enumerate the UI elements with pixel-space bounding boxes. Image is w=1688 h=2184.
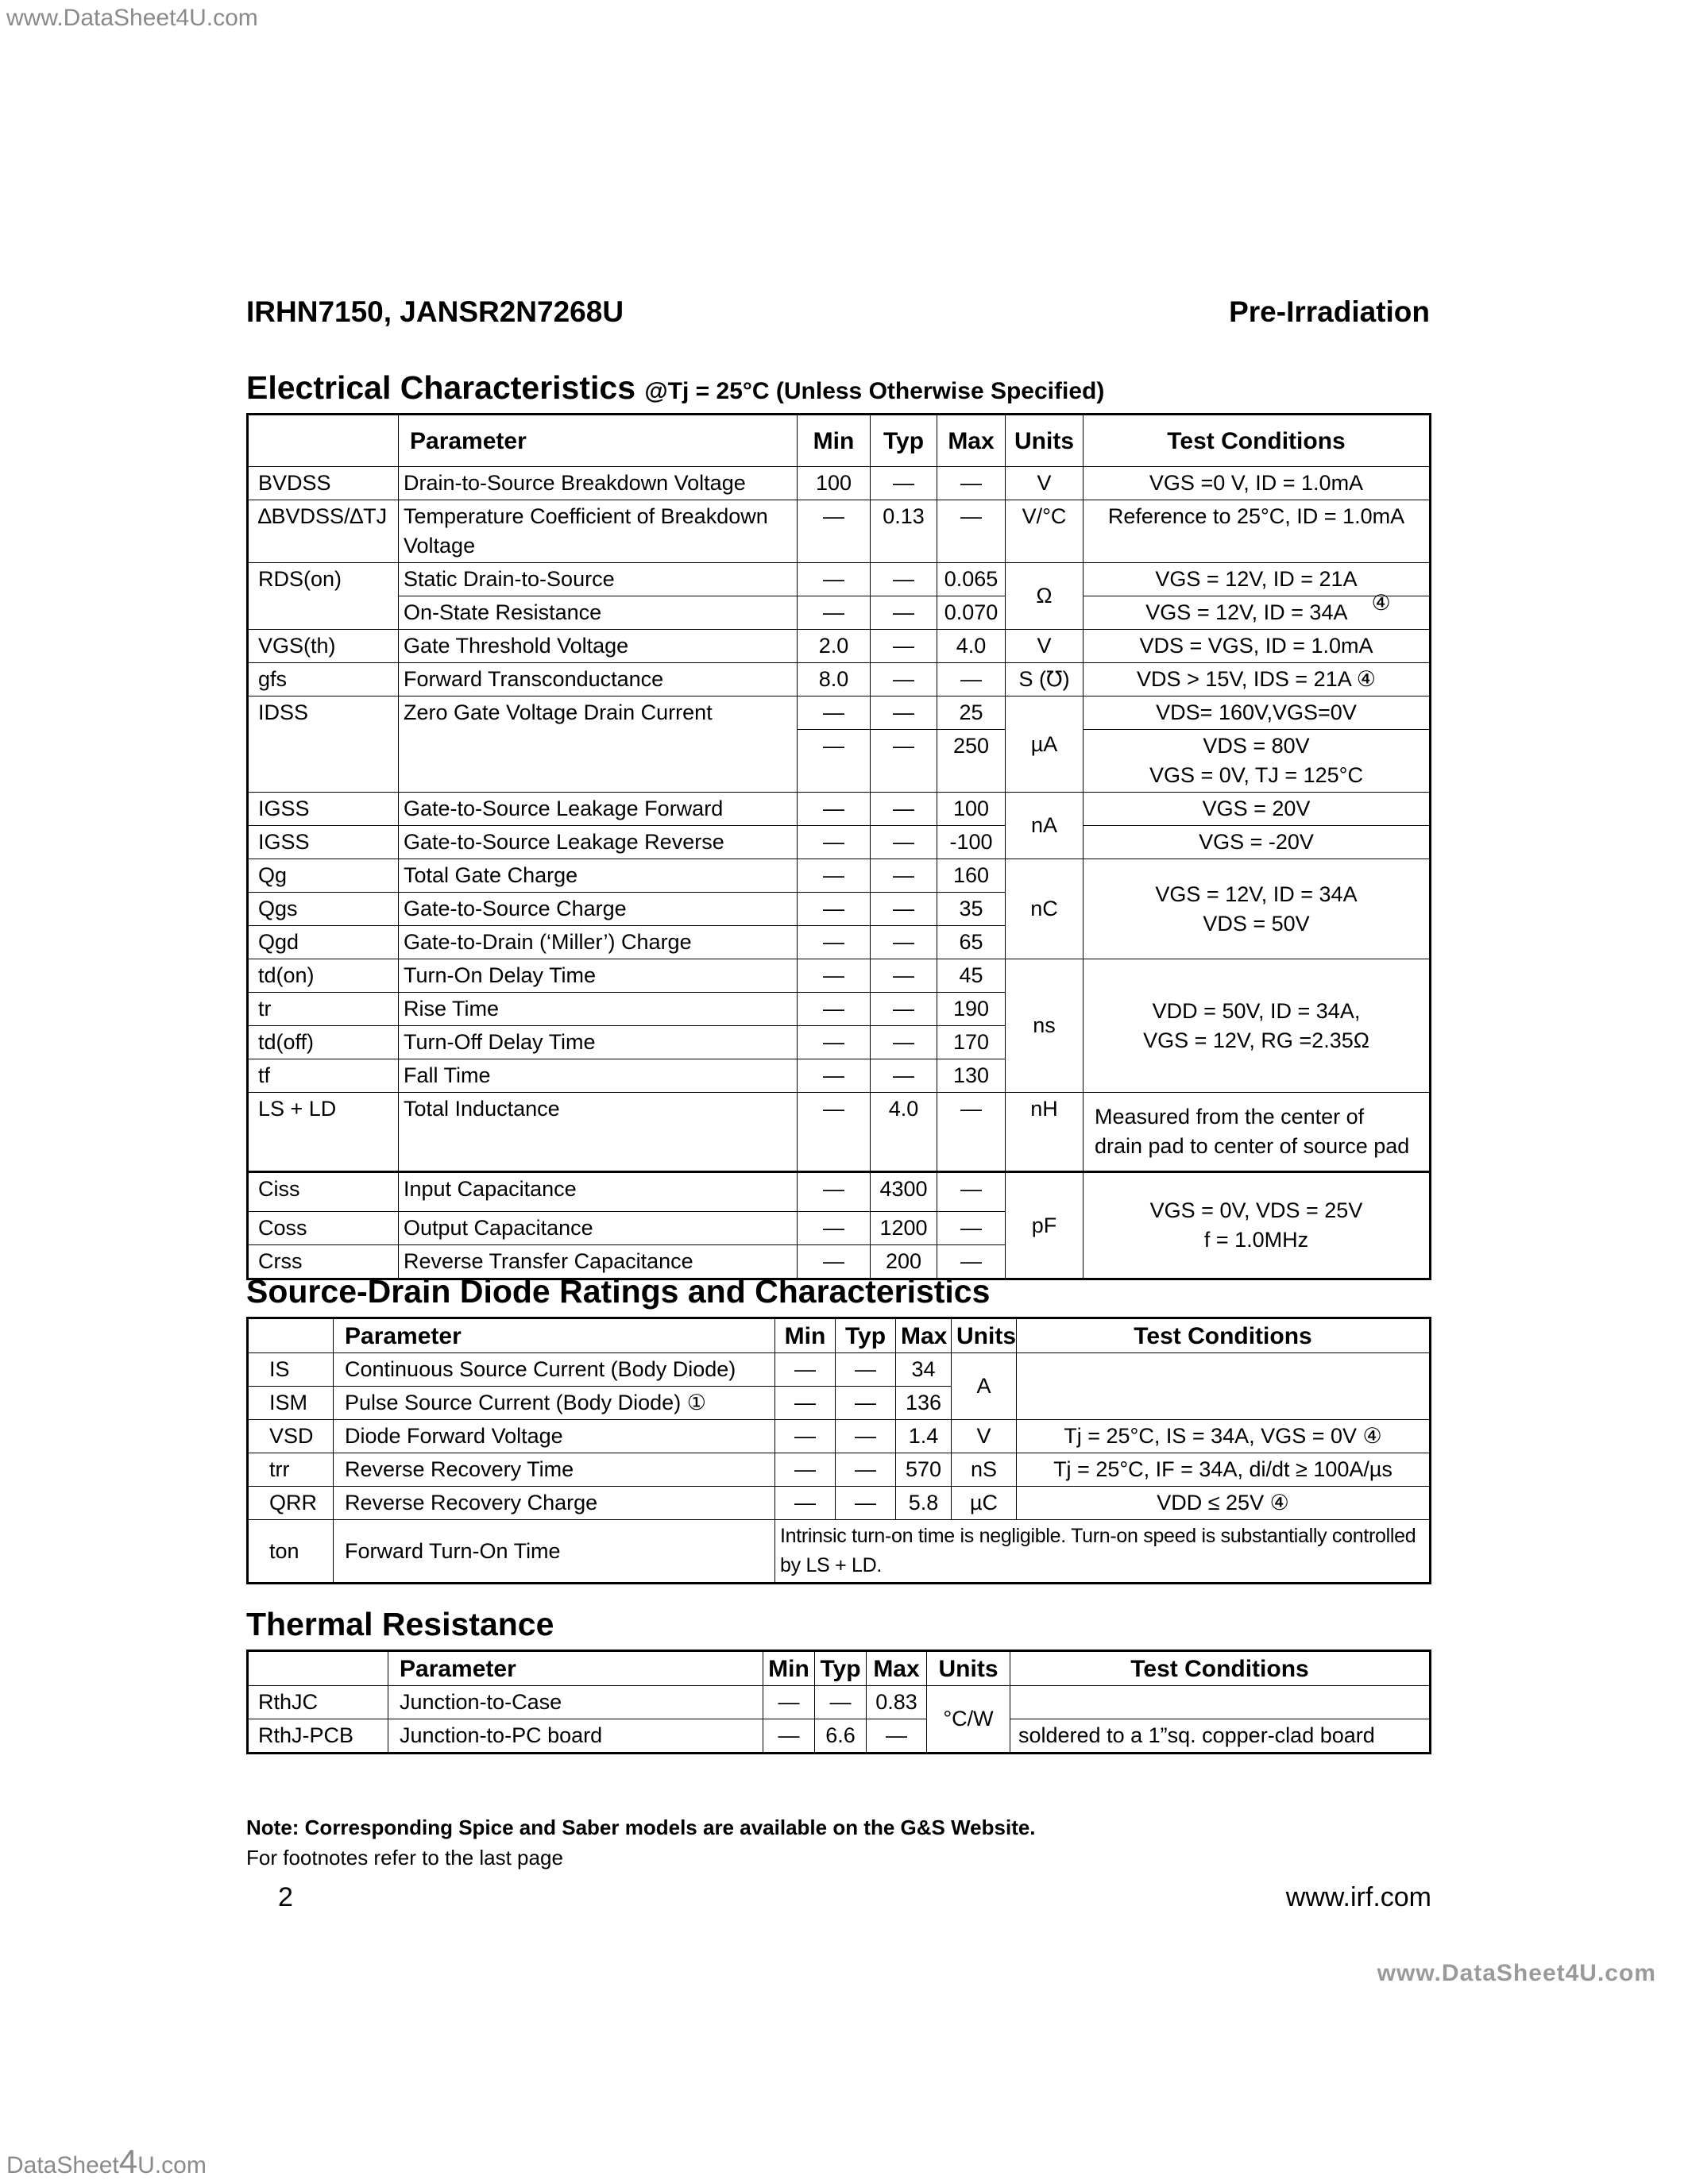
table-row (248, 1487, 1431, 1520)
symbol: RDS(on) (248, 563, 399, 630)
min-value: — (763, 1686, 815, 1719)
units: A (952, 1353, 1017, 1420)
parameter: Output Capacitance (399, 1212, 798, 1245)
typ-value: — (871, 630, 937, 663)
thermal-title: Thermal Resistance (246, 1606, 554, 1642)
test-conditions: VDS= 160V,VGS=0V (1083, 696, 1431, 730)
typ-value: — (871, 696, 937, 730)
symbol: QRR (248, 1487, 334, 1520)
electrical-condition: @Tj = 25°C (Unless Otherwise Specified) (644, 378, 1105, 404)
table-row (248, 500, 1431, 563)
watermark-bottom-left[interactable]: DataSheet4U.com (6, 2143, 207, 2180)
table-row (248, 596, 1431, 630)
units: V (952, 1420, 1017, 1453)
page-number: 2 (278, 1882, 293, 1912)
max-value: — (937, 1093, 1006, 1172)
max-value: 34 (896, 1353, 952, 1387)
min-value: — (798, 1172, 871, 1212)
parameter: Zero Gate Voltage Drain Current (399, 696, 798, 793)
table-row (248, 859, 1431, 893)
min-value: — (798, 596, 871, 630)
parameter: Drain-to-Source Breakdown Voltage (399, 467, 798, 500)
max-value: 65 (937, 926, 1006, 959)
min-value: — (763, 1719, 815, 1754)
min-value: — (775, 1487, 836, 1520)
parameter: Continuous Source Current (Body Diode) (334, 1353, 775, 1387)
symbol: td(off) (248, 1026, 399, 1059)
symbol: LS + LD (248, 1093, 399, 1172)
table-row (248, 663, 1431, 696)
test-conditions: VGS = -20V (1083, 826, 1431, 859)
typ-value: — (871, 893, 937, 926)
typ-value: 4300 (871, 1172, 937, 1212)
typ-value: — (871, 859, 937, 893)
max-value: 0.83 (867, 1686, 927, 1719)
note-footnotes: For footnotes refer to the last page (246, 1846, 563, 1870)
note-spice: Note: Corresponding Spice and Saber models are available on the G&S Website. (246, 1815, 1036, 1839)
table-row (248, 467, 1431, 500)
table-row (248, 1520, 1431, 1584)
units: V (1006, 630, 1083, 663)
max-value: 45 (937, 959, 1006, 993)
electrical-table (246, 413, 1431, 1280)
parameter: Diode Forward Voltage (334, 1420, 775, 1453)
units: S (℧) (1006, 663, 1083, 696)
parameter: Pulse Source Current (Body Diode) ① (334, 1387, 775, 1420)
max-value: 136 (896, 1387, 952, 1420)
test-conditions: VGS = 20V (1083, 793, 1431, 826)
min-value: — (798, 826, 871, 859)
table-row (248, 1686, 1431, 1719)
min-value: — (798, 859, 871, 893)
part-number: IRHN7150, JANSR2N7268U (246, 295, 624, 328)
units: °C/W (927, 1686, 1010, 1754)
max-value: 25 (937, 696, 1006, 730)
test-conditions: Reference to 25°C, ID = 1.0mA (1083, 500, 1431, 563)
min-value: — (798, 563, 871, 596)
typ-value: — (871, 1059, 937, 1093)
units: V (1006, 467, 1083, 500)
min-value: — (798, 1026, 871, 1059)
max-value: 0.065 (937, 563, 1006, 596)
min-value: — (798, 500, 871, 563)
typ-value: 6.6 (815, 1719, 867, 1754)
symbol: BVDSS (248, 467, 399, 500)
test-conditions: VGS = 12V, ID = 34A VDS = 50V (1083, 859, 1431, 959)
symbol: RthJ-PCB (248, 1719, 388, 1754)
symbol: Qgd (248, 926, 399, 959)
max-value: -100 (937, 826, 1006, 859)
table-header: Parameter Min Typ Max Units Test Conditions (248, 1318, 1431, 1353)
typ-value: 1200 (871, 1212, 937, 1245)
min-value: — (798, 1245, 871, 1279)
symbol: Qgs (248, 893, 399, 926)
units: µA (1006, 696, 1083, 793)
parameter: Turn-Off Delay Time (399, 1026, 798, 1059)
typ-value: — (871, 793, 937, 826)
max-value: — (867, 1719, 927, 1754)
test-conditions: Tj = 25°C, IS = 34A, VGS = 0V ④ (1017, 1420, 1431, 1453)
units: µC (952, 1487, 1017, 1520)
test-conditions: VDD = 50V, ID = 34A, VGS = 12V, RG =2.35Ω (1083, 959, 1431, 1093)
parameter: Gate-to-Source Charge (399, 893, 798, 926)
parameter: Temperature Coefficient of Breakdown Voltage (399, 500, 798, 563)
symbol: tr (248, 993, 399, 1026)
min-value: — (798, 1059, 871, 1093)
symbol: Coss (248, 1212, 399, 1245)
table-row (248, 1420, 1431, 1453)
min-value: — (798, 893, 871, 926)
section-label: Pre-Irradiation (1229, 295, 1430, 328)
max-value: 0.070 (937, 596, 1006, 630)
parameter: Turn-On Delay Time (399, 959, 798, 993)
units: V/°C (1006, 500, 1083, 563)
min-value: — (798, 993, 871, 1026)
max-value: — (937, 467, 1006, 500)
max-value: — (937, 663, 1006, 696)
units: nS (952, 1453, 1017, 1487)
symbol: tf (248, 1059, 399, 1093)
test-conditions: VDD ≤ 25V ④ (1017, 1487, 1431, 1520)
diode-title: Source-Drain Diode Ratings and Characteristics (246, 1273, 991, 1310)
units: nC (1006, 859, 1083, 959)
diode-table (246, 1317, 1431, 1584)
min-value: 2.0 (798, 630, 871, 663)
test-conditions: VGS =0 V, ID = 1.0mA (1083, 467, 1431, 500)
units: nA (1006, 793, 1083, 859)
symbol: trr (248, 1453, 334, 1487)
parameter: Fall Time (399, 1059, 798, 1093)
typ-value: — (871, 1026, 937, 1059)
parameter: Forward Transconductance (399, 663, 798, 696)
typ-value: 4.0 (871, 1093, 937, 1172)
table-header: Parameter Min Typ Max Units Test Conditions (248, 1651, 1431, 1686)
max-value: 160 (937, 859, 1006, 893)
test-conditions: VGS = 12V, ID = 21A (1083, 563, 1431, 596)
test-conditions: VDS = 80V VGS = 0V, TJ = 125°C (1083, 730, 1431, 793)
typ-value: — (871, 959, 937, 993)
parameter: On-State Resistance (399, 596, 798, 630)
min-value: 8.0 (798, 663, 871, 696)
symbol: VGS(th) (248, 630, 399, 663)
min-value: — (798, 926, 871, 959)
symbol: ∆BVDSS/∆TJ (248, 500, 399, 563)
test-conditions: Tj = 25°C, IF = 34A, di/dt ≥ 100A/µs (1017, 1453, 1431, 1487)
table-header: Parameter Min Typ Max Units Test Conditions (248, 415, 1431, 467)
max-value: 100 (937, 793, 1006, 826)
typ-value: — (871, 926, 937, 959)
units: Ω (1006, 563, 1083, 630)
symbol: ton (248, 1520, 334, 1584)
units: ns (1006, 959, 1083, 1093)
table-row (248, 1719, 1431, 1754)
max-value: 190 (937, 993, 1006, 1026)
watermark-top[interactable]: www.DataSheet4U.com (6, 5, 258, 31)
units: nH (1006, 1093, 1083, 1172)
min-value: — (798, 1212, 871, 1245)
test-conditions: Measured from the center of drain pad to center of source pad (1083, 1093, 1431, 1172)
max-value: 130 (937, 1059, 1006, 1093)
table-row (248, 1172, 1431, 1212)
min-value: — (798, 793, 871, 826)
symbol: RthJC (248, 1686, 388, 1719)
symbol: td(on) (248, 959, 399, 993)
symbol: IGSS (248, 793, 399, 826)
typ-value: — (836, 1420, 896, 1453)
test-conditions: VGS = 0V, VDS = 25V f = 1.0MHz (1083, 1172, 1431, 1279)
table-row (248, 1093, 1431, 1172)
table-row (248, 826, 1431, 859)
parameter: Gate Threshold Voltage (399, 630, 798, 663)
electrical-title: Electrical Characteristics @Tj = 25°C (Unless Otherwise Specified) (246, 369, 1105, 406)
max-value: 35 (937, 893, 1006, 926)
table-row (248, 563, 1431, 596)
table-row (248, 1453, 1431, 1487)
parameter: Junction-to-PC board (388, 1719, 763, 1754)
min-value: — (798, 730, 871, 793)
symbol: ISM (248, 1387, 334, 1420)
parameter: Junction-to-Case (388, 1686, 763, 1719)
symbol: Crss (248, 1245, 399, 1279)
symbol: Qg (248, 859, 399, 893)
max-value: — (937, 1245, 1006, 1279)
min-value: — (798, 1093, 871, 1172)
typ-value: — (871, 596, 937, 630)
table-row (248, 696, 1431, 730)
table-row (248, 630, 1431, 663)
watermark-bottom-right[interactable]: www.DataSheet4U.com (1377, 1960, 1656, 1986)
min-value: — (775, 1453, 836, 1487)
max-value: 4.0 (937, 630, 1006, 663)
min-value: 100 (798, 467, 871, 500)
test-conditions: VGS = 12V, ID = 34A ④ (1083, 596, 1431, 630)
typ-value: — (836, 1487, 896, 1520)
parameter: Input Capacitance (399, 1172, 798, 1212)
footer-url[interactable]: www.irf.com (1285, 1882, 1431, 1912)
max-value: 570 (896, 1453, 952, 1487)
min-value: — (775, 1353, 836, 1387)
min-value: — (775, 1420, 836, 1453)
table-row (248, 793, 1431, 826)
test-conditions (1010, 1686, 1431, 1719)
table-row (248, 1353, 1431, 1387)
symbol: gfs (248, 663, 399, 696)
parameter: Reverse Transfer Capacitance (399, 1245, 798, 1279)
typ-value: 200 (871, 1245, 937, 1279)
typ-value: — (836, 1353, 896, 1387)
parameter: Gate-to-Drain (‘Miller’) Charge (399, 926, 798, 959)
thermal-table (246, 1650, 1431, 1754)
typ-value: — (871, 730, 937, 793)
symbol: Ciss (248, 1172, 399, 1212)
max-value: 1.4 (896, 1420, 952, 1453)
typ-value: — (871, 826, 937, 859)
parameter: Reverse Recovery Charge (334, 1487, 775, 1520)
test-conditions: VDS = VGS, ID = 1.0mA (1083, 630, 1431, 663)
min-value: — (775, 1387, 836, 1420)
max-value: 250 (937, 730, 1006, 793)
typ-value: — (871, 993, 937, 1026)
typ-value: 0.13 (871, 500, 937, 563)
max-value: — (937, 1172, 1006, 1212)
diode-note: Intrinsic turn-on time is negligible. Turn-on speed is substantially controlled by LS + LD. (775, 1520, 1431, 1584)
test-conditions: VDS > 15V, IDS = 21A ④ (1083, 663, 1431, 696)
symbol: IDSS (248, 696, 399, 793)
typ-value: — (815, 1686, 867, 1719)
parameter: Gate-to-Source Leakage Forward (399, 793, 798, 826)
max-value: 5.8 (896, 1487, 952, 1520)
typ-value: — (836, 1387, 896, 1420)
table-row (248, 959, 1431, 993)
parameter: Total Inductance (399, 1093, 798, 1172)
parameter: Total Gate Charge (399, 859, 798, 893)
parameter: Static Drain-to-Source (399, 563, 798, 596)
typ-value: — (836, 1453, 896, 1487)
max-value: 170 (937, 1026, 1006, 1059)
typ-value: — (871, 467, 937, 500)
parameter: Reverse Recovery Time (334, 1453, 775, 1487)
typ-value: — (871, 563, 937, 596)
units: pF (1006, 1172, 1083, 1279)
max-value: — (937, 1212, 1006, 1245)
min-value: — (798, 959, 871, 993)
max-value: — (937, 500, 1006, 563)
parameter: Rise Time (399, 993, 798, 1026)
parameter: Gate-to-Source Leakage Reverse (399, 826, 798, 859)
test-conditions: soldered to a 1”sq. copper-clad board (1010, 1719, 1431, 1754)
parameter: Forward Turn-On Time (334, 1520, 775, 1584)
test-conditions (1017, 1353, 1431, 1420)
symbol: VSD (248, 1420, 334, 1453)
symbol: IGSS (248, 826, 399, 859)
min-value: — (798, 696, 871, 730)
typ-value: — (871, 663, 937, 696)
symbol: IS (248, 1353, 334, 1387)
